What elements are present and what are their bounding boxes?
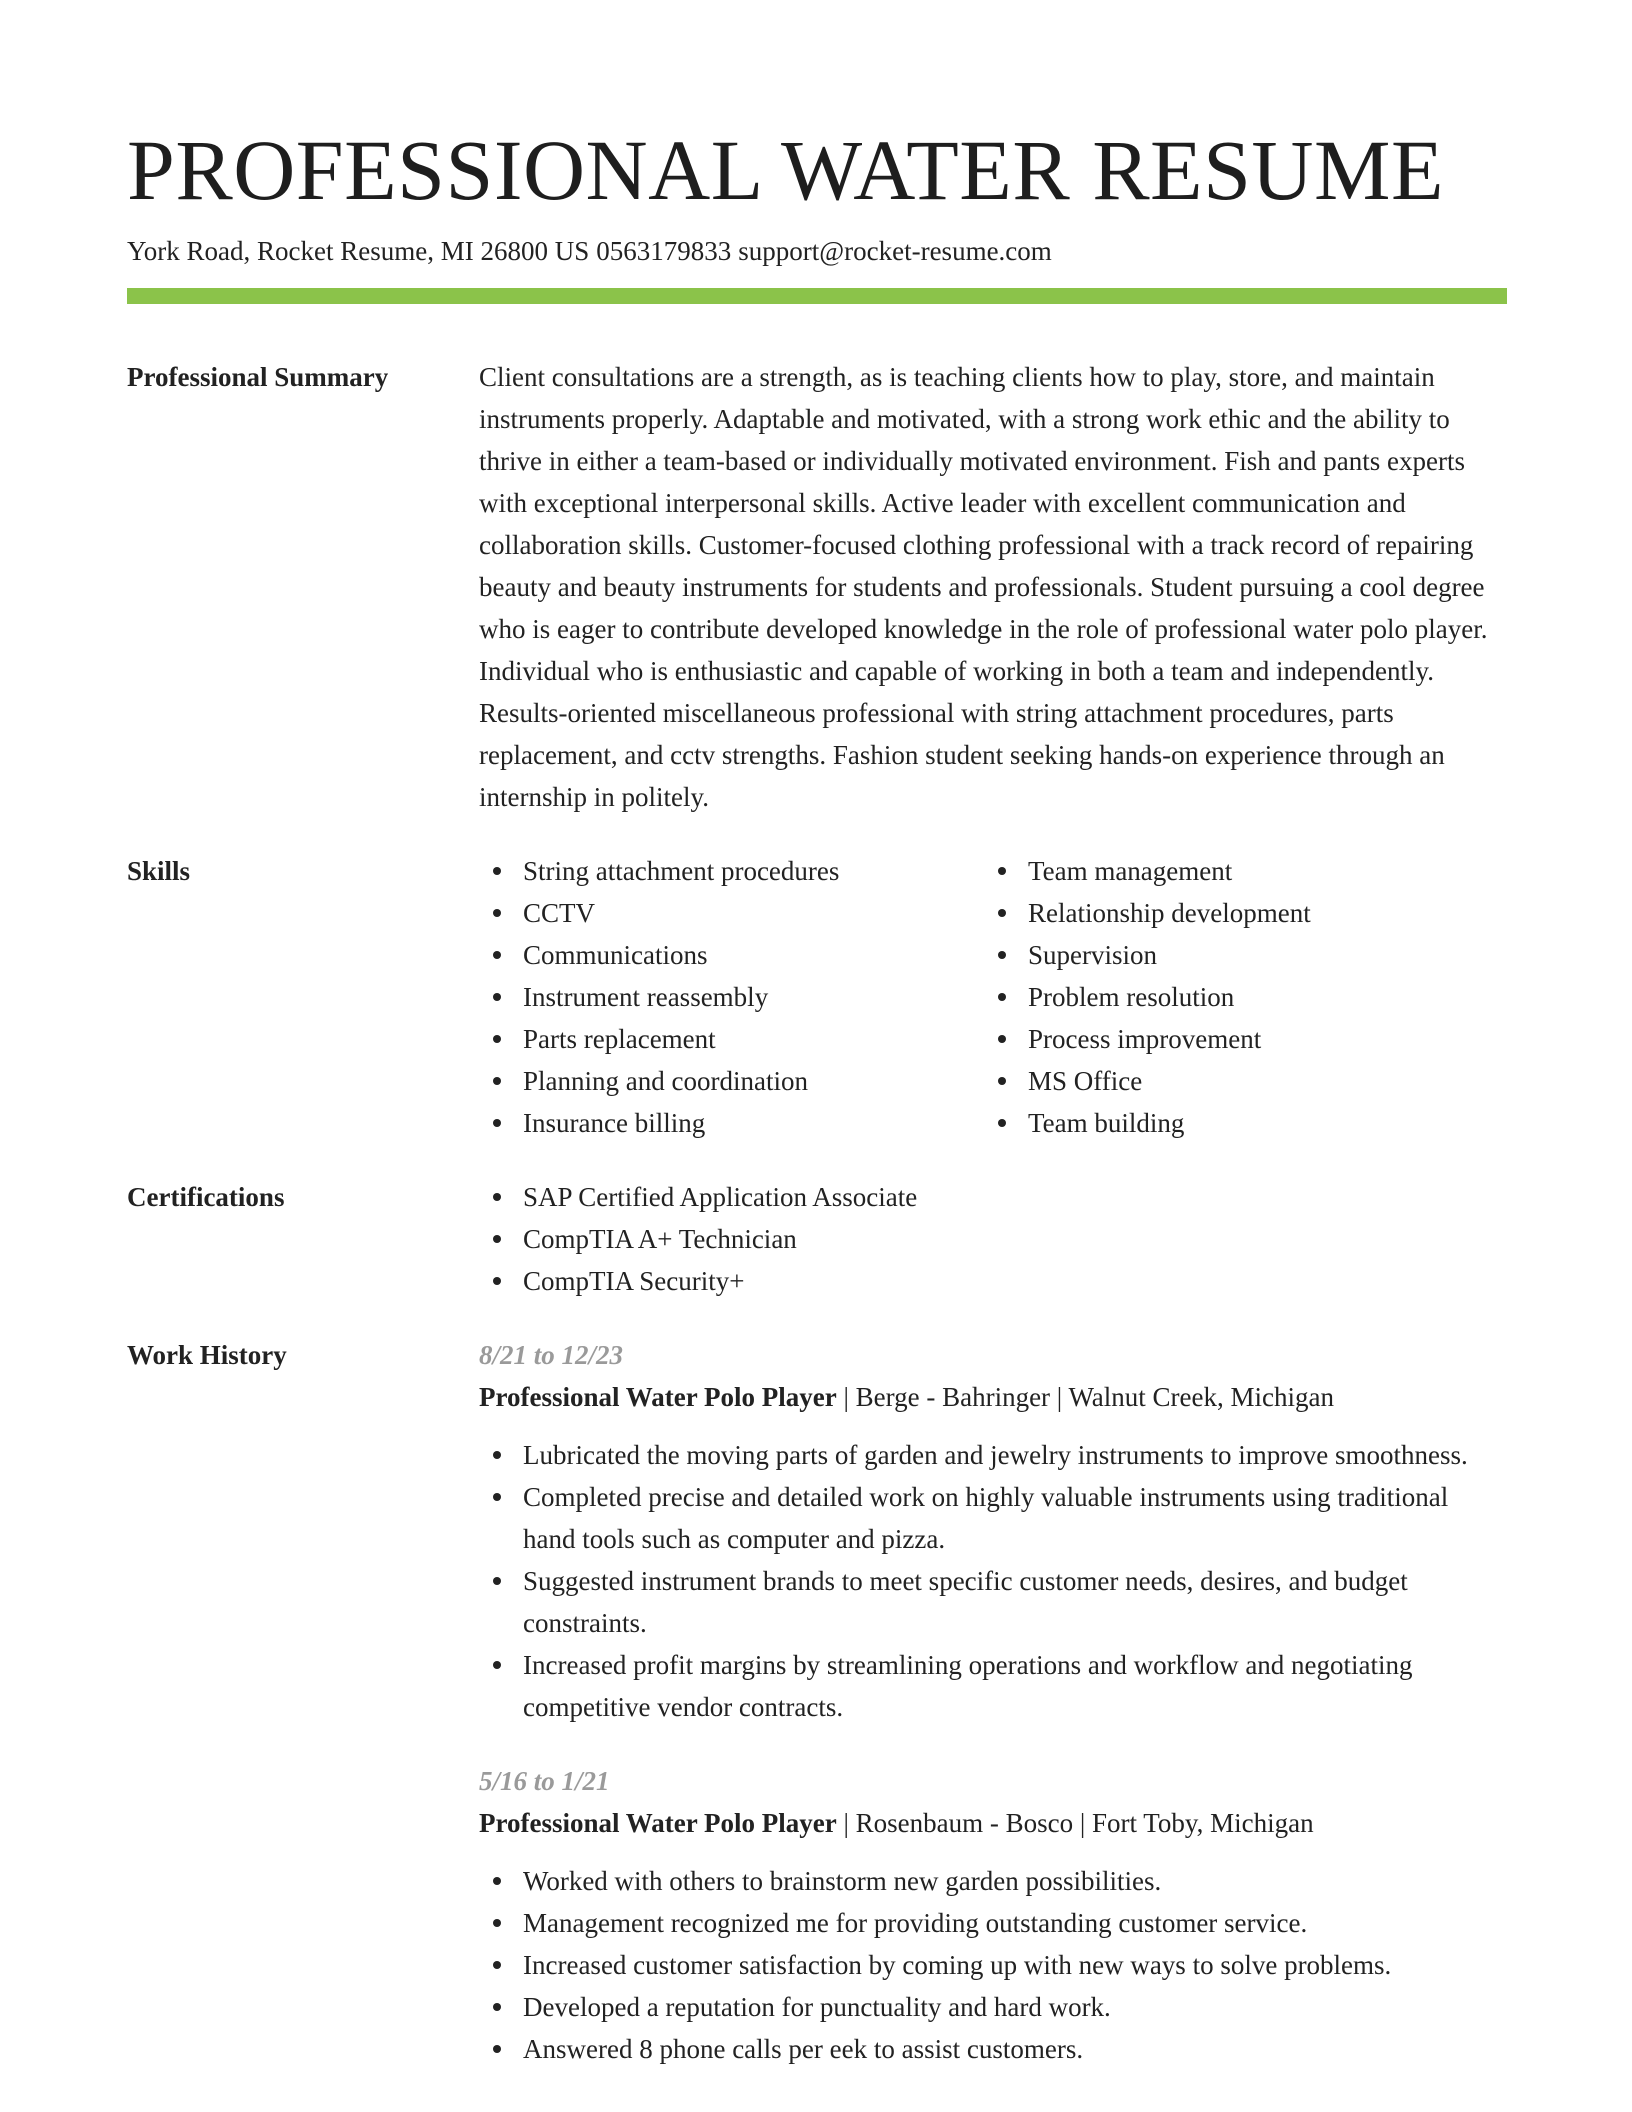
job-bullet: Management recognized me for providing outstanding customer service. [479, 1902, 1507, 1944]
contact-phone: 0563179833 [596, 236, 732, 266]
job-bullet: Suggested instrument brands to meet specific customer needs, desires, and budget constraints. [479, 1560, 1507, 1644]
job-heading [479, 1376, 1507, 1418]
contact-address: York Road, Rocket Resume, MI 26800 US [127, 236, 590, 266]
separator: | [843, 1382, 856, 1412]
section-title-certifications: Certifications [127, 1182, 285, 1212]
certifications-section [127, 1176, 1507, 1302]
separator: | [1079, 1808, 1092, 1838]
job-heading [479, 1802, 1507, 1844]
summary-text: Client consultations are a strength, as is teaching clients how to play, store, and maintain instruments properly. Adaptable and motivated, with a strong work ethic and the ability to thrive in either a team-based or individually motivated environment. Fish and pants experts with exceptional interpersonal skills. Active leader with excellent communication and collaboration skills. Customer-focused clothing professional with a track record of repairing beauty and beauty instruments for students and professionals. Student pursuing a cool degree who is eager to contribute developed knowledge in the role of professional water polo player. Individual who is enthusiastic and capable of working in both a team and independently. Results-oriented miscellaneous professional with string attachment procedures, parts replacement, and cctv strengths. Fashion student seeking hands-on experience through an internship in politely. [479, 362, 1488, 812]
contact-line [127, 234, 1507, 268]
work-history-section [127, 1334, 1507, 2070]
job-title: Professional Water Polo Player [479, 1808, 837, 1838]
skill-item: Process improvement [984, 1018, 1489, 1060]
header-divider [127, 288, 1507, 304]
job-dates: 8/21 to 12/23 [479, 1340, 624, 1370]
job-company: Berge - Bahringer [855, 1382, 1051, 1412]
skill-item: Communications [479, 934, 984, 976]
certification-item: CompTIA A+ Technician [479, 1218, 1507, 1260]
job-entry [479, 1334, 1507, 1728]
job-bullet: Developed a reputation for punctuality and hard work. [479, 1986, 1507, 2028]
skills-list-left [479, 850, 984, 1144]
skills-column-right [984, 850, 1489, 1144]
resume-name: PROFESSIONAL WATER RESUME [127, 122, 1445, 218]
section-title-summary: Professional Summary [127, 362, 389, 392]
job-title: Professional Water Polo Player [479, 1382, 837, 1412]
separator: | [1056, 1382, 1069, 1412]
resume-page [127, 120, 1507, 2070]
skills-list-right [984, 850, 1489, 1144]
skill-item: Problem resolution [984, 976, 1489, 1018]
skills-column-left [479, 850, 984, 1144]
job-bullet: Increased profit margins by streamlining operations and workflow and negotiating competitive vendor contracts. [479, 1644, 1507, 1728]
job-bullets [479, 1434, 1507, 1728]
job-dates: 5/16 to 1/21 [479, 1766, 610, 1796]
job-entry [479, 1760, 1507, 2070]
skills-section [127, 850, 1507, 1144]
skill-item: Supervision [984, 934, 1489, 976]
job-bullet: Completed precise and detailed work on highly valuable instruments using traditional hand tools such as computer and pizza. [479, 1476, 1507, 1560]
separator: | [843, 1808, 856, 1838]
certification-item: SAP Certified Application Associate [479, 1176, 1507, 1218]
skill-item: Parts replacement [479, 1018, 984, 1060]
skill-item: Planning and coordination [479, 1060, 984, 1102]
certification-item: CompTIA Security+ [479, 1260, 1507, 1302]
certifications-list [479, 1176, 1507, 1302]
contact-email: support@rocket-resume.com [738, 236, 1052, 266]
job-location: Fort Toby, Michigan [1092, 1808, 1314, 1838]
skill-item: Insurance billing [479, 1102, 984, 1144]
skill-item: Team building [984, 1102, 1489, 1144]
job-bullets [479, 1860, 1507, 2070]
job-bullet: Lubricated the moving parts of garden and jewelry instruments to improve smoothness. [479, 1434, 1507, 1476]
summary-section [127, 356, 1507, 818]
skill-item: Relationship development [984, 892, 1489, 934]
skill-item: MS Office [984, 1060, 1489, 1102]
section-title-work-history: Work History [127, 1340, 287, 1370]
skill-item: CCTV [479, 892, 984, 934]
job-bullet: Answered 8 phone calls per eek to assist customers. [479, 2028, 1507, 2070]
skills-columns [479, 850, 1507, 1144]
section-title-skills: Skills [127, 856, 191, 886]
skill-item: String attachment procedures [479, 850, 984, 892]
skill-item: Team management [984, 850, 1489, 892]
job-company: Rosenbaum - Bosco [855, 1808, 1074, 1838]
skill-item: Instrument reassembly [479, 976, 984, 1018]
job-bullet: Increased customer satisfaction by coming up with new ways to solve problems. [479, 1944, 1507, 1986]
job-bullet: Worked with others to brainstorm new garden possibilities. [479, 1860, 1507, 1902]
job-location: Walnut Creek, Michigan [1068, 1382, 1334, 1412]
